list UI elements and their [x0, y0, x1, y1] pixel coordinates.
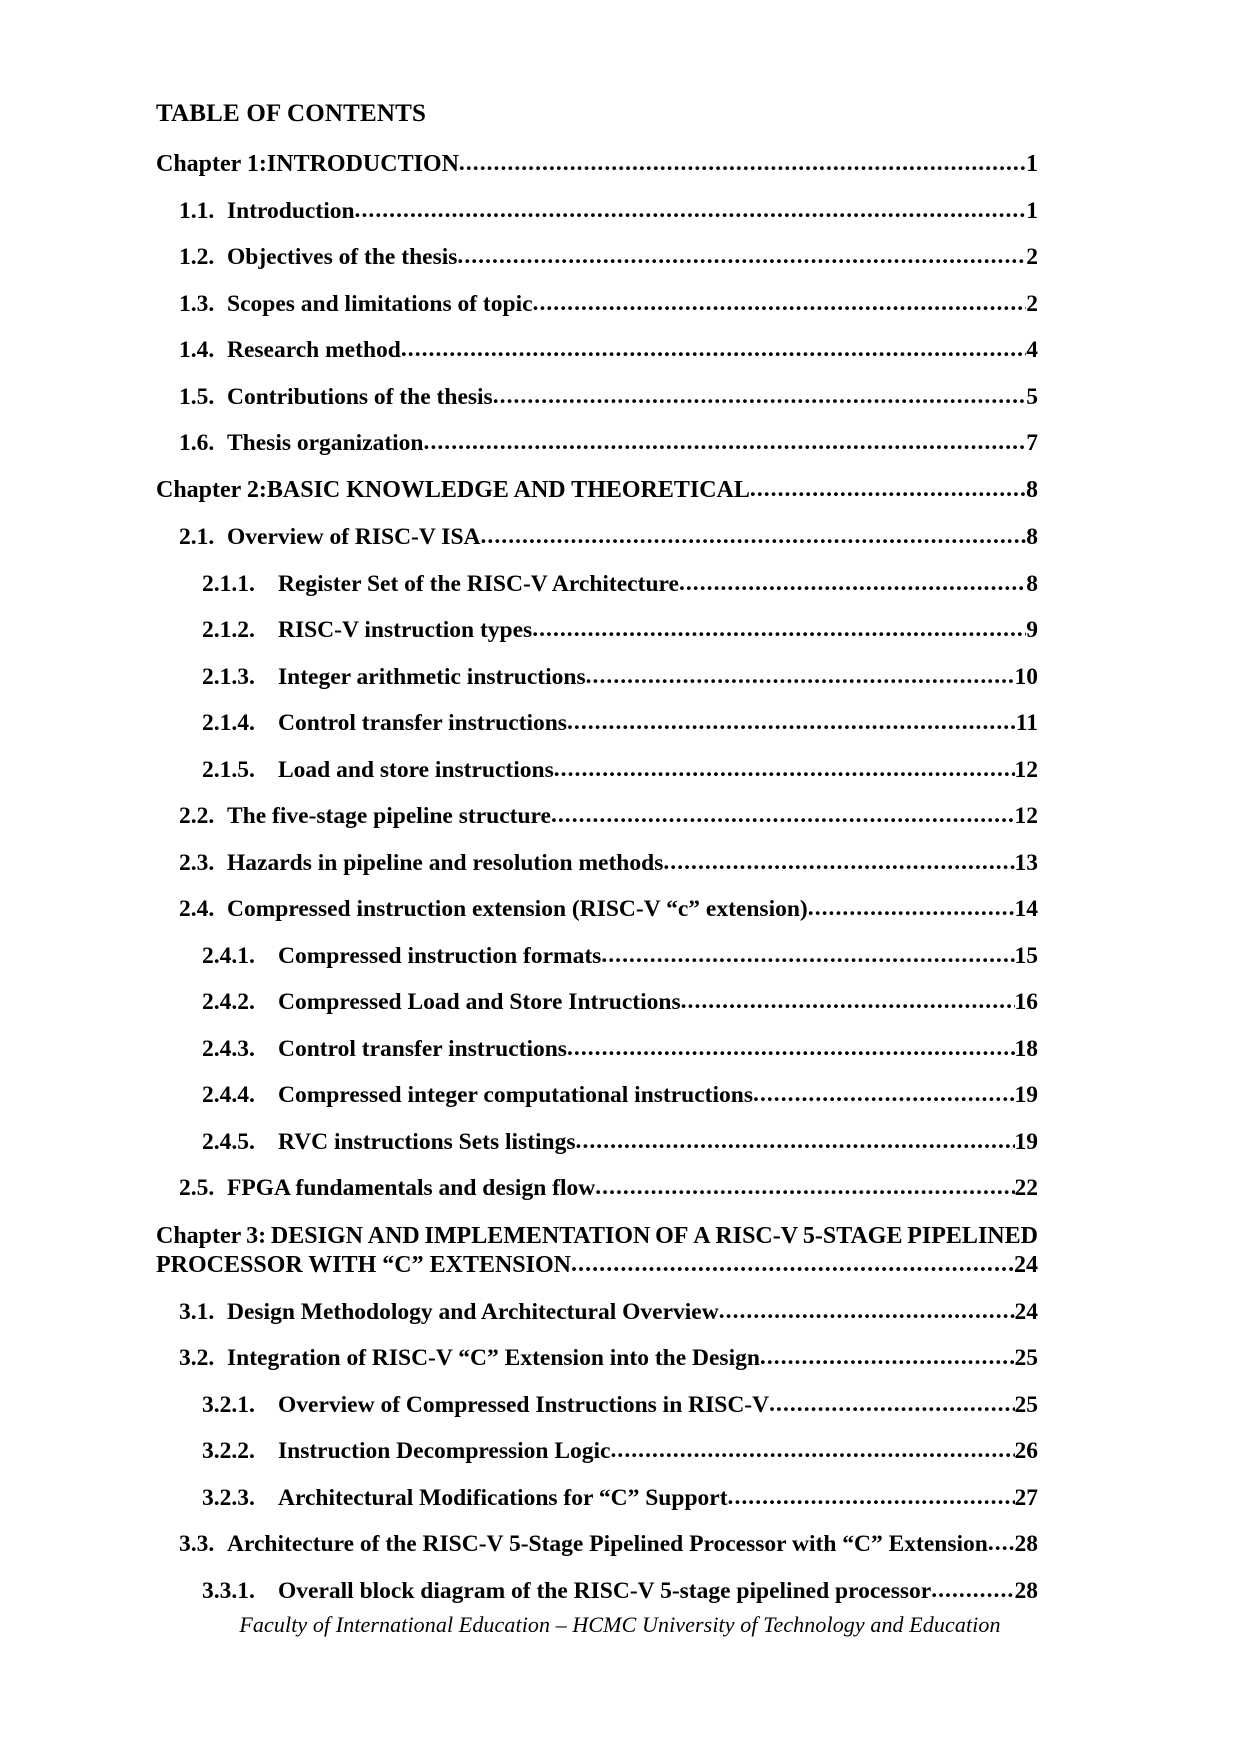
leader-dots [595, 1174, 1014, 1201]
toc-entry-number: 2.1.2. [202, 617, 255, 644]
toc-entry-chapter-3-line1 [156, 1222, 1038, 1251]
toc-entry[interactable] [179, 291, 1038, 318]
leader-dots [567, 709, 1016, 736]
toc-entry-number: 2.4.2. [202, 989, 255, 1016]
toc-page-number: 4 [1026, 337, 1038, 364]
toc-entry-text: Compressed instruction extension (RISC-V “c” extension) [227, 896, 808, 923]
leader-dots [459, 150, 1026, 178]
toc-page-number: 24 [1014, 1298, 1038, 1325]
toc-page-number: 24 [1014, 1251, 1038, 1278]
page-title: TABLE OF CONTENTS [156, 100, 427, 127]
toc-entry-number: Chapter 1: [156, 150, 267, 177]
toc-entry[interactable] [179, 244, 1038, 271]
toc-entry-text: INTRODUCTION [266, 150, 459, 177]
leader-dots [551, 802, 1015, 829]
toc-entry-number: 3.1. [179, 1298, 215, 1325]
leader-dots [769, 1391, 1014, 1418]
toc-entry[interactable] [179, 1175, 1038, 1202]
toc-entry[interactable] [202, 1578, 1038, 1605]
toc-page-number: 28 [1014, 1577, 1038, 1604]
toc-entry-word: A [693, 1222, 711, 1249]
toc-entry[interactable] [202, 1392, 1038, 1419]
toc-entry-word: IMPLEMENTATION [424, 1222, 651, 1249]
toc-entry-text: Hazards in pipeline and resolution methods [227, 849, 664, 876]
toc-page-number: 9 [1026, 617, 1038, 644]
toc-page-number: 13 [1014, 849, 1038, 876]
toc-entry[interactable] [179, 803, 1038, 830]
toc-page-number: 1 [1026, 150, 1038, 177]
toc-entry-number: 2.4.5. [202, 1128, 255, 1155]
toc-entry[interactable] [202, 571, 1038, 598]
leader-dots [576, 1128, 1015, 1155]
leader-dots [931, 1577, 1014, 1604]
toc-entry[interactable] [179, 1531, 1038, 1558]
toc-entry-word: 3: [246, 1222, 267, 1249]
toc-entry-text: Overview of RISC-V ISA [227, 524, 481, 551]
toc-entry[interactable] [156, 151, 1038, 179]
toc-entry[interactable] [202, 710, 1038, 737]
toc-entry[interactable] [202, 617, 1038, 644]
toc-entry-number: 2.4.3. [202, 1035, 255, 1062]
leader-dots [988, 1530, 1015, 1557]
toc-entry[interactable] [202, 664, 1038, 691]
toc-page-number: 14 [1014, 896, 1038, 923]
toc-page-number: 8 [1026, 524, 1038, 551]
toc-entry-number: 2.1.3. [202, 663, 255, 690]
toc-entry-number: 2.1.1. [202, 570, 255, 597]
toc-entry-word: RISC-V [715, 1222, 799, 1249]
toc-entry-text: PROCESSOR WITH “C” EXTENSION [156, 1251, 571, 1278]
leader-dots [719, 1298, 1015, 1325]
toc-entry-text: Objectives of the thesis [227, 244, 458, 271]
toc-entry-number: 2.4.4. [202, 1082, 255, 1109]
toc-page-number: 2 [1026, 244, 1038, 271]
leader-dots [610, 1437, 1014, 1464]
toc-entry-number: 3.3. [179, 1531, 215, 1558]
leader-dots [679, 570, 1026, 597]
toc-entry-number: Chapter 2: [156, 476, 267, 503]
toc-entry-number: 3.2.1. [202, 1391, 255, 1418]
toc-content [156, 100, 1038, 1624]
toc-entry-text: Thesis organization [227, 430, 424, 457]
toc-entry[interactable] [202, 1036, 1038, 1063]
toc-entry[interactable] [202, 1129, 1038, 1156]
toc-entry[interactable] [179, 430, 1038, 457]
toc-page-number: 16 [1014, 989, 1038, 1016]
toc-page-number: 10 [1014, 663, 1038, 690]
toc-entry-number: 2.1.4. [202, 710, 255, 737]
toc-entry[interactable] [202, 1438, 1038, 1465]
toc-page-number: 8 [1026, 570, 1038, 597]
leader-dots [481, 523, 1027, 550]
toc-entry-text: Introduction [227, 197, 355, 224]
toc-entry-number: 2.1.5. [202, 756, 255, 783]
toc-entry-number: 1.5. [179, 383, 215, 410]
toc-entry-word: Chapter [156, 1222, 242, 1249]
toc-entry[interactable] [179, 337, 1038, 364]
toc-entry-text: Contributions of the thesis [227, 383, 493, 410]
toc-entry-number: 1.6. [179, 430, 215, 457]
toc-entry-text: Research method [227, 337, 401, 364]
toc-entry-word: AND [367, 1222, 420, 1249]
toc-entry-text: Register Set of the RISC-V Architecture [278, 570, 679, 597]
toc-entry-text: Overall block diagram of the RISC-V 5-stage pipelined processor [278, 1577, 932, 1604]
leader-dots [554, 756, 1015, 783]
toc-entry-text: Architecture of the RISC-V 5-Stage Pipelined Processor with “C” Extension [227, 1531, 988, 1558]
toc-entry-text: Compressed integer computational instructions [278, 1082, 754, 1109]
toc-page-number: 15 [1014, 942, 1038, 969]
toc-page-number: 5 [1026, 383, 1038, 410]
toc-entry-text: FPGA fundamentals and design flow [227, 1175, 596, 1202]
toc-entry-number: 2.5. [179, 1175, 215, 1202]
toc-entry-number: 2.2. [179, 803, 215, 830]
toc-entry-number: 3.3.1. [202, 1577, 255, 1604]
toc-entry[interactable] [179, 384, 1038, 411]
toc-entry[interactable] [156, 477, 1038, 505]
toc-entry-text: Load and store instructions [278, 756, 554, 783]
toc-entry-number: 3.2. [179, 1345, 215, 1372]
toc-entry-chapter-3[interactable] [156, 1222, 1038, 1280]
toc-page-number: 26 [1014, 1438, 1038, 1465]
toc-page-number: 7 [1026, 430, 1038, 457]
toc-entry-text: Scopes and limitations of topic [227, 290, 533, 317]
toc-page-number: 12 [1014, 756, 1038, 783]
toc-page-number: 11 [1015, 710, 1038, 737]
toc-entry-number: 3.2.3. [202, 1484, 255, 1511]
leader-dots [355, 197, 1027, 224]
toc-entry-number: 1.4. [179, 337, 215, 364]
toc-page-number: 25 [1014, 1345, 1038, 1372]
toc-entry-text: Integer arithmetic instructions [278, 663, 586, 690]
toc-entry-number: 2.4. [179, 896, 215, 923]
toc-entry-word: 5-STAGE [802, 1222, 903, 1249]
toc-entry-text: Architectural Modifications for “C” Support [278, 1484, 728, 1511]
toc-entry-number: 2.1. [179, 524, 215, 551]
leader-dots [424, 429, 1027, 456]
leader-dots [533, 290, 1027, 317]
toc-page-number: 12 [1014, 803, 1038, 830]
leader-dots [681, 988, 1015, 1015]
leader-dots [753, 1081, 1014, 1108]
toc-entry[interactable] [179, 896, 1038, 923]
toc-entry-number: 2.3. [179, 849, 215, 876]
toc-page-number: 27 [1014, 1484, 1038, 1511]
toc-page-number: 18 [1014, 1035, 1038, 1062]
toc-entry-number: 1.3. [179, 290, 215, 317]
toc-page-number: 28 [1014, 1531, 1038, 1558]
toc-entry[interactable] [202, 757, 1038, 784]
toc-entry-chapter-3-line2 [156, 1251, 1038, 1280]
toc-page-number: 19 [1014, 1082, 1038, 1109]
leader-dots [601, 942, 1014, 969]
toc-entry-text: Integration of RISC-V “C” Extension into the Design [227, 1345, 760, 1372]
leader-dots [567, 1035, 1015, 1062]
toc-entry[interactable] [179, 524, 1038, 551]
toc-entry-number: 1.1. [179, 197, 215, 224]
toc-entry[interactable] [202, 1485, 1038, 1512]
toc-entry-number: 3.2.2. [202, 1438, 255, 1465]
leader-dots [750, 476, 1026, 504]
toc-entry-text: The five-stage pipeline structure [227, 803, 551, 830]
toc-entry-list-bottom [156, 1299, 1038, 1605]
toc-entry[interactable] [202, 1082, 1038, 1109]
toc-entry[interactable] [202, 943, 1038, 970]
toc-page-number: 1 [1026, 197, 1038, 224]
leader-dots [571, 1250, 1014, 1279]
toc-entry-text: Instruction Decompression Logic [278, 1438, 611, 1465]
toc-entry-text: Control transfer instructions [278, 710, 567, 737]
toc-entry[interactable] [202, 989, 1038, 1016]
leader-dots [532, 616, 1026, 643]
toc-page-number: 8 [1026, 476, 1038, 503]
toc-entry[interactable] [179, 1345, 1038, 1372]
toc-entry-text: Overview of Compressed Instructions in RISC-V [278, 1391, 770, 1418]
toc-entry-text: RVC instructions Sets listings [278, 1128, 576, 1155]
toc-entry-text: Design Methodology and Architectural Overview [227, 1298, 719, 1325]
toc-page-number: 22 [1014, 1175, 1038, 1202]
leader-dots [760, 1344, 1015, 1371]
leader-dots [663, 849, 1014, 876]
toc-entry-text: RISC-V instruction types [278, 617, 533, 644]
toc-entry-text: Compressed instruction formats [278, 942, 602, 969]
leader-dots [401, 336, 1026, 363]
leader-dots [586, 663, 1015, 690]
toc-entry[interactable] [179, 1299, 1038, 1326]
toc-entry[interactable] [179, 198, 1038, 225]
leader-dots [728, 1484, 1015, 1511]
leader-dots [457, 243, 1026, 270]
toc-entry-word: DESIGN [270, 1222, 363, 1249]
toc-entry-word: PIPELINED [907, 1222, 1038, 1249]
toc-entry-number: 2.4.1. [202, 942, 255, 969]
toc-entry-word: OF [655, 1222, 689, 1249]
toc-page-number: 25 [1014, 1391, 1038, 1418]
toc-entry-list-top [156, 151, 1038, 1203]
leader-dots [493, 383, 1027, 410]
page-footer: Faculty of International Education – HCMC University of Technology and Education [239, 1612, 1001, 1637]
toc-entry-text: Compressed Load and Store Intructions [278, 989, 681, 1016]
toc-page-number: 2 [1026, 290, 1038, 317]
toc-entry-text: Control transfer instructions [278, 1035, 567, 1062]
toc-entry[interactable] [179, 850, 1038, 877]
toc-page-number: 19 [1014, 1128, 1038, 1155]
leader-dots [808, 895, 1015, 922]
toc-entry-number: 1.2. [179, 244, 215, 271]
toc-entry-text: BASIC KNOWLEDGE AND THEORETICAL [266, 476, 750, 503]
